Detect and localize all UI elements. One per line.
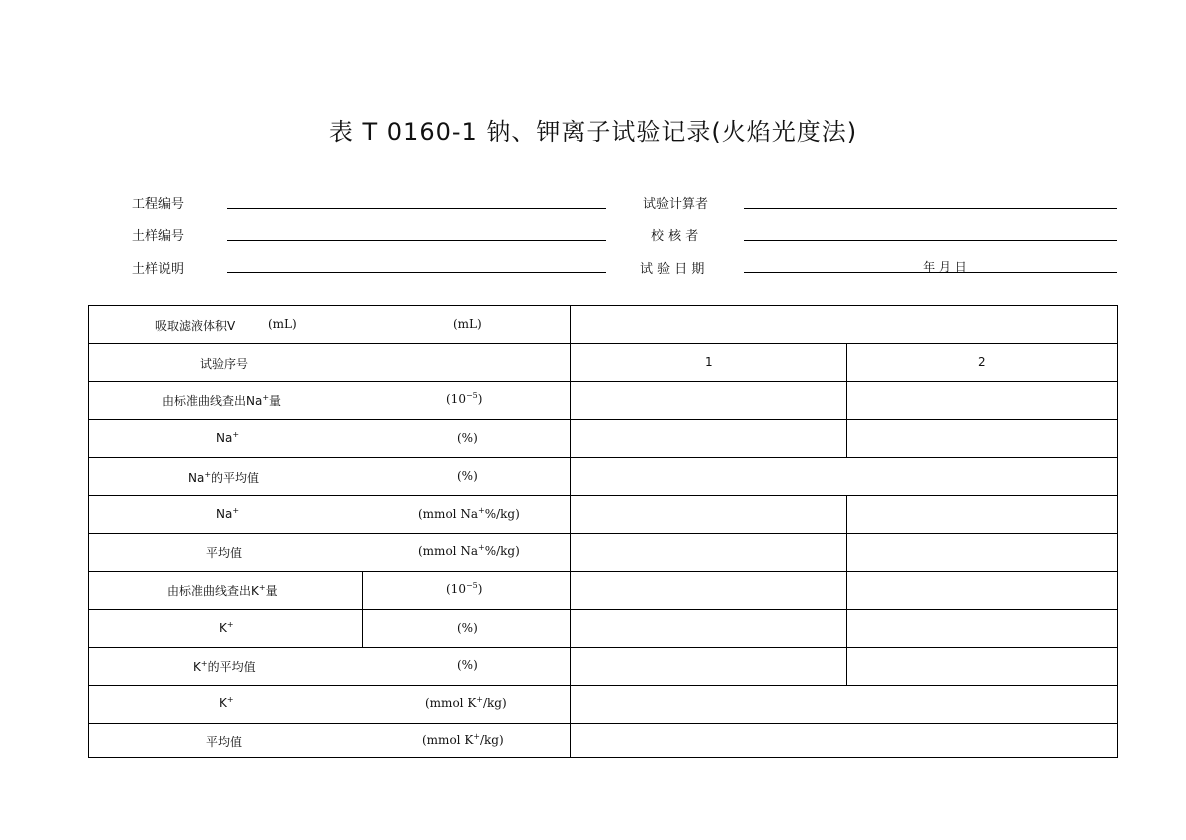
na-mmol-label <box>216 507 239 521</box>
unit-text: ) <box>477 582 483 596</box>
row-line <box>88 495 1118 496</box>
unit-text: ) <box>477 392 483 406</box>
unit-text: (10 <box>446 392 466 406</box>
label-text: Na <box>188 471 205 485</box>
unit-text: (10 <box>446 582 466 596</box>
test-no-1: 1 <box>705 355 713 369</box>
row-line <box>88 343 1118 344</box>
project-no-label: 工程编号 <box>132 197 185 212</box>
k-curve-label <box>167 582 278 599</box>
label-text: 的平均值 <box>211 471 260 485</box>
row-line <box>88 647 1118 648</box>
test-no-label: 试验序号 <box>200 357 249 371</box>
label-sup: + <box>262 393 270 402</box>
na-curve-unit <box>446 392 482 406</box>
unit-text: (mmol Na <box>418 544 478 558</box>
row-line <box>88 571 1118 572</box>
label-text: 量 <box>265 584 278 598</box>
unit-sup: + <box>473 732 480 741</box>
label-text: 量 <box>269 394 282 408</box>
label-text: 由标准曲线查出K <box>167 584 259 598</box>
row-line <box>88 723 1118 724</box>
na-avg-unit: (%) <box>457 469 478 483</box>
unit-text: %/kg) <box>484 507 520 521</box>
label-sup: + <box>200 659 208 668</box>
col-line-split <box>846 343 847 458</box>
test-date-placeholder: 年 月 日 <box>923 260 967 274</box>
label-sup: + <box>226 620 234 629</box>
unit-text: (mmol Na <box>418 507 478 521</box>
unit-sup: −5 <box>465 391 478 400</box>
na-mmol-avg-unit <box>418 544 520 558</box>
unit-sup: + <box>477 506 485 515</box>
na-mmol-unit <box>418 507 520 521</box>
unit-sup: −5 <box>465 581 478 590</box>
na-avg-label <box>188 469 259 486</box>
k-percent-unit: (%) <box>457 621 478 635</box>
volume-label: 吸取滤液体积V <box>155 319 236 333</box>
row-line <box>88 457 1118 458</box>
calculator-label: 试验计算者 <box>643 197 709 212</box>
row-line <box>88 381 1118 382</box>
label-text: K <box>219 696 227 710</box>
k-mmol-unit <box>425 696 507 710</box>
label-sup: + <box>232 430 240 439</box>
unit-sup: + <box>477 543 485 552</box>
unit-text: (mmol K <box>422 733 474 747</box>
k-mmol-avg-unit <box>422 733 504 747</box>
sample-desc-field[interactable] <box>227 272 606 273</box>
k-avg-label <box>193 658 256 675</box>
col-line-split <box>846 495 847 686</box>
na-percent-unit: (%) <box>457 431 478 445</box>
col-line-main <box>570 305 571 758</box>
unit-text: /kg) <box>479 733 504 747</box>
label-text: K <box>219 621 227 635</box>
test-date-label: 试 验 日 期 <box>640 262 705 277</box>
table-border-top <box>88 305 1118 306</box>
sample-no-label: 土样编号 <box>132 229 185 244</box>
checker-label: 校 核 者 <box>651 229 699 244</box>
volume-unit-mid: (mL) <box>268 317 297 331</box>
label-sup: + <box>232 506 240 515</box>
label-text: 的平均值 <box>207 660 256 674</box>
label-text: 由标准曲线查出Na <box>162 394 263 408</box>
row-line <box>88 609 1118 610</box>
na-mmol-avg-label: 平均值 <box>206 546 243 560</box>
k-curve-unit <box>446 582 482 596</box>
unit-text: /kg) <box>482 696 507 710</box>
volume-unit: (mL) <box>453 317 482 331</box>
calculator-field[interactable] <box>744 208 1117 209</box>
na-percent-label <box>216 431 239 445</box>
project-no-field[interactable] <box>227 208 606 209</box>
k-mmol-label <box>219 696 234 710</box>
label-sup: + <box>204 470 212 479</box>
k-mmol-avg-label: 平均值 <box>206 735 243 749</box>
row-line <box>88 419 1118 420</box>
k-avg-unit: (%) <box>457 658 478 672</box>
unit-text: (mmol K <box>425 696 477 710</box>
label-sup: + <box>258 583 266 592</box>
table-border-left <box>88 305 89 758</box>
table-border-bottom <box>88 757 1118 758</box>
test-no-2: 2 <box>978 355 986 369</box>
label-text: K <box>193 660 201 674</box>
page-title: 表 T 0160-1 钠、钾离子试验记录(火焰光度法) <box>328 118 858 146</box>
row-line <box>88 685 1118 686</box>
k-percent-label <box>219 621 234 635</box>
label-text: Na <box>216 431 233 445</box>
label-text: Na <box>216 507 233 521</box>
na-curve-label <box>162 392 281 409</box>
col-line-label <box>362 571 363 648</box>
unit-text: %/kg) <box>484 544 520 558</box>
checker-field[interactable] <box>744 240 1117 241</box>
unit-sup: + <box>476 695 483 704</box>
table-border-right <box>1117 305 1118 758</box>
sample-no-field[interactable] <box>227 240 606 241</box>
label-sup: + <box>226 695 234 704</box>
sample-desc-label: 土样说明 <box>132 262 185 277</box>
row-line <box>88 533 1118 534</box>
